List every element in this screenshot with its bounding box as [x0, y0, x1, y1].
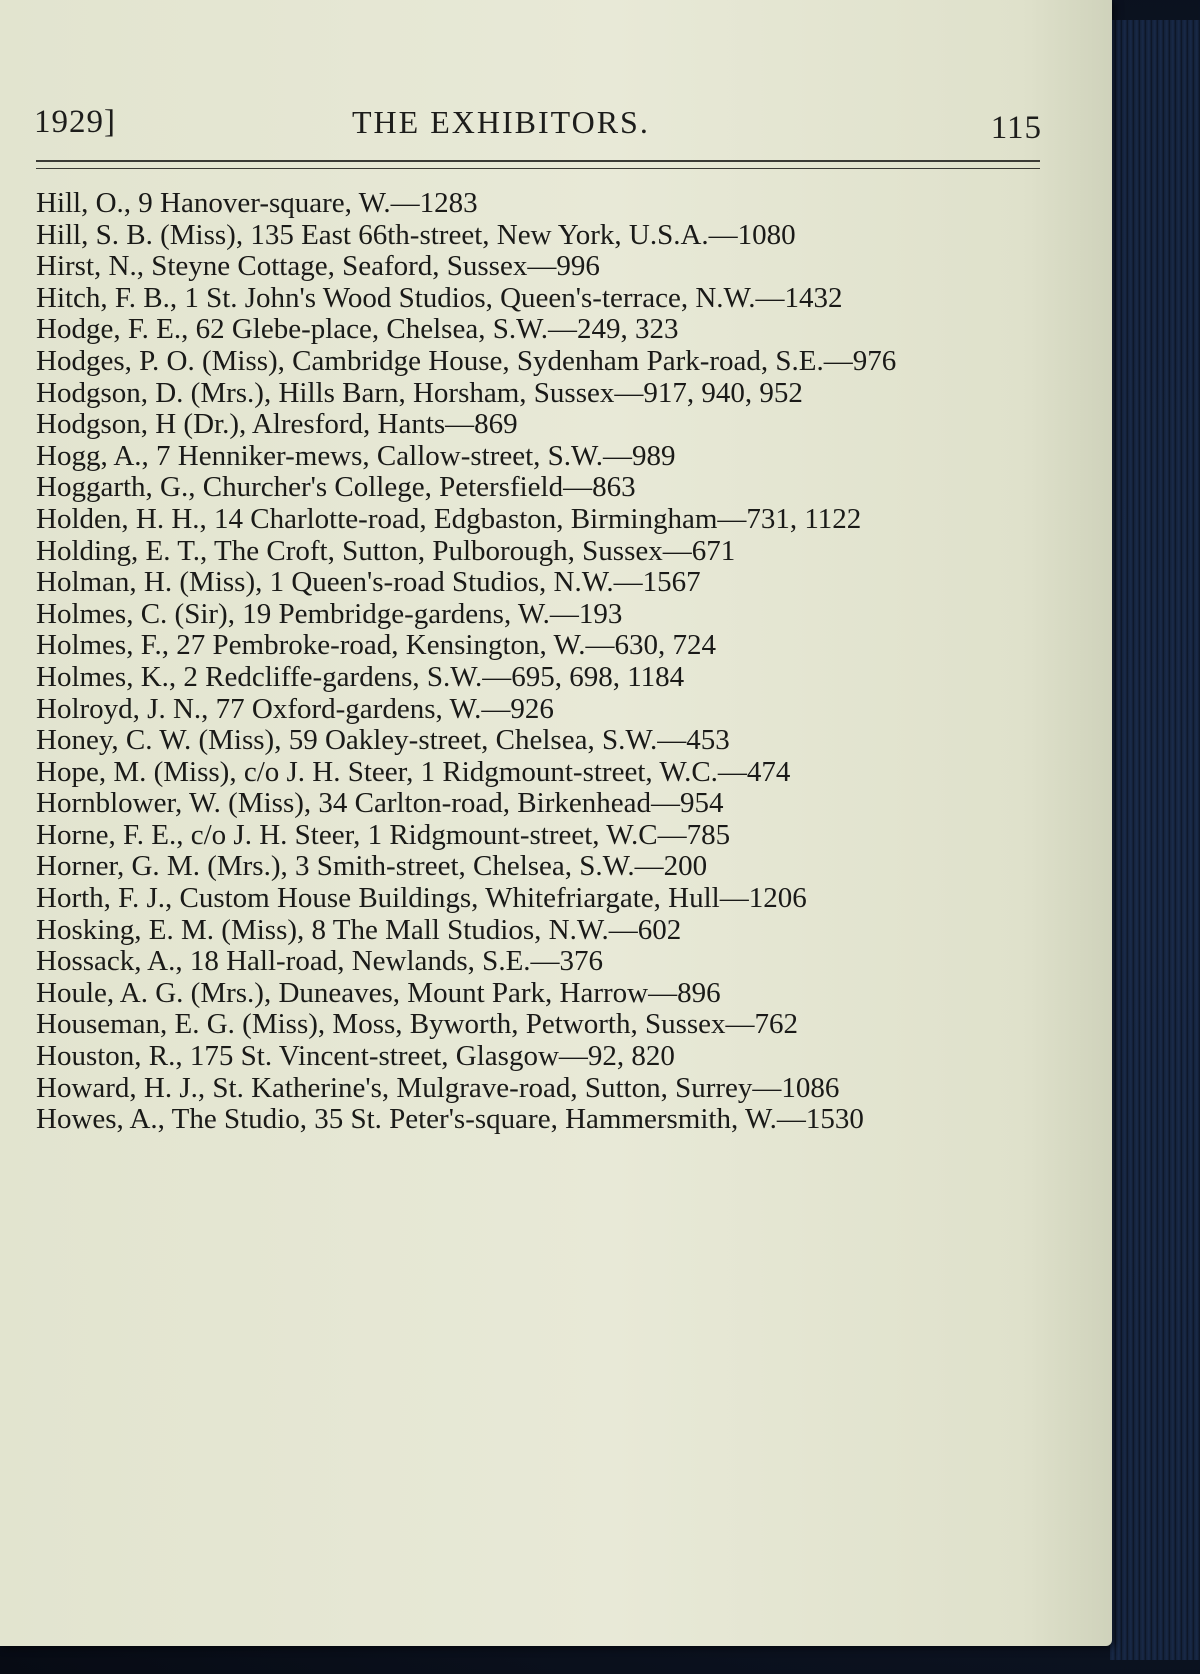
exhibitor-entry: [36, 409, 1040, 441]
exhibitor-entry-text: Hill, S. B. (Miss), 135 East 66th-street, New York, U.S.A.—1080: [36, 218, 796, 251]
exhibitor-entry-text: Howard, H. J., St. Katherine's, Mulgrave-road, Sutton, Surrey—1086: [36, 1071, 840, 1104]
exhibitor-entry: [36, 599, 1040, 631]
exhibitor-entry-text: Hirst, N., Steyne Cottage, Seaford, Sussex—996: [36, 250, 600, 283]
exhibitor-entry-text: Hossack, A., 18 Hall-road, Newlands, S.E.—376: [36, 945, 604, 978]
exhibitor-entry-text: Hodgson, H (Dr.), Alresford, Hants—869: [36, 408, 518, 441]
exhibitor-entry: [36, 441, 1040, 473]
header-rule-thin: [36, 168, 1040, 169]
exhibitor-entry-text: Hodgson, D. (Mrs.), Hills Barn, Horsham, Sussex—917, 940, 952: [36, 376, 803, 409]
exhibitor-entry: [36, 1009, 1040, 1041]
exhibitor-entry: [36, 188, 1040, 220]
exhibitor-entry: [36, 251, 1040, 283]
exhibitor-entry: [36, 346, 1040, 378]
exhibitor-entry: [36, 630, 1040, 662]
exhibitor-entry: [36, 662, 1040, 694]
running-header: [34, 104, 1042, 148]
exhibitor-entry-text: Hornblower, W. (Miss), 34 Carlton-road, Birkenhead—954: [36, 787, 724, 820]
exhibitor-entry-text: Holmes, F., 27 Pembroke-road, Kensington, W.—630, 724: [36, 629, 716, 662]
exhibitor-list: [36, 188, 1040, 1136]
exhibitor-entry-text: Hodge, F. E., 62 Glebe-place, Chelsea, S.W.—249, 323: [36, 313, 679, 346]
exhibitor-entry-text: Holroyd, J. N., 77 Oxford-gardens, W.—926: [36, 692, 554, 725]
exhibitor-entry: [36, 946, 1040, 978]
exhibitor-entry: [36, 820, 1040, 852]
exhibitor-entry: [36, 504, 1040, 536]
exhibitor-entry: [36, 567, 1040, 599]
exhibitor-entry: [36, 472, 1040, 504]
exhibitor-entry: [36, 378, 1040, 410]
exhibitor-entry-text: Hope, M. (Miss), c/o J. H. Steer, 1 Ridgmount-street, W.C.—474: [36, 755, 791, 788]
exhibitor-entry-text: Horner, G. M. (Mrs.), 3 Smith-street, Chelsea, S.W.—200: [36, 850, 708, 883]
exhibitor-entry: [36, 1073, 1040, 1105]
exhibitor-entry-text: Holmes, K., 2 Redcliffe-gardens, S.W.—695, 698, 1184: [36, 660, 685, 693]
exhibitor-entry-text: Horne, F. E., c/o J. H. Steer, 1 Ridgmount-street, W.C—785: [36, 818, 731, 851]
exhibitor-entry-text: Horth, F. J., Custom House Buildings, Whitefriargate, Hull—1206: [36, 882, 807, 915]
exhibitor-entry: [36, 978, 1040, 1010]
exhibitor-entry: [36, 694, 1040, 726]
exhibitor-entry: [36, 1104, 1040, 1136]
exhibitor-entry-text: Houston, R., 175 St. Vincent-street, Glasgow—92, 820: [36, 1040, 675, 1073]
exhibitor-entry-text: Hill, O., 9 Hanover-square, W.—1283: [36, 187, 478, 219]
exhibitor-entry-text: Holden, H. H., 14 Charlotte-road, Edgbaston, Birmingham—731, 1122: [36, 502, 862, 535]
exhibitor-entry: [36, 757, 1040, 789]
exhibitor-entry-text: Holmes, C. (Sir), 19 Pembridge-gardens, W.—193: [36, 597, 623, 630]
header-year: 1929]: [34, 104, 116, 140]
exhibitor-entry-text: Holding, E. T., The Croft, Sutton, Pulborough, Sussex—671: [36, 534, 736, 567]
exhibitor-entry: [36, 725, 1040, 757]
exhibitor-entry-text: Holman, H. (Miss), 1 Queen's-road Studios, N.W.—1567: [36, 566, 701, 599]
exhibitor-entry: [36, 883, 1040, 915]
header-title: THE EXHIBITORS.: [352, 104, 650, 140]
exhibitor-entry: [36, 788, 1040, 820]
exhibitor-entry-text: Hosking, E. M. (Miss), 8 The Mall Studios, N.W.—602: [36, 913, 682, 946]
exhibitor-entry: [36, 283, 1040, 315]
exhibitor-entry: [36, 915, 1040, 947]
exhibitor-entry: [36, 220, 1040, 252]
page-number: 115: [990, 110, 1042, 146]
exhibitor-entry-text: Hogg, A., 7 Henniker-mews, Callow-street, S.W.—989: [36, 439, 676, 472]
exhibitor-entry: [36, 314, 1040, 346]
exhibitor-entry: [36, 1041, 1040, 1073]
exhibitor-entry-text: Houle, A. G. (Mrs.), Duneaves, Mount Park, Harrow—896: [36, 976, 721, 1009]
exhibitor-entry: [36, 851, 1040, 883]
book-cover-edge: [1110, 20, 1200, 1660]
exhibitor-entry-text: Houseman, E. G. (Miss), Moss, Byworth, Petworth, Sussex—762: [36, 1008, 799, 1041]
exhibitor-entry: [36, 536, 1040, 568]
exhibitor-entry-text: Hoggarth, G., Churcher's College, Petersfield—863: [36, 471, 636, 504]
exhibitor-entry-text: Hitch, F. B., 1 St. John's Wood Studios, Queen's-terrace, N.W.—1432: [36, 281, 843, 314]
exhibitor-entry-text: Howes, A., The Studio, 35 St. Peter's-square, Hammersmith, W.—1530: [36, 1103, 864, 1136]
header-rule-thick: [36, 160, 1040, 162]
exhibitor-entry-text: Honey, C. W. (Miss), 59 Oakley-street, Chelsea, S.W.—453: [36, 724, 730, 757]
exhibitor-entry-text: Hodges, P. O. (Miss), Cambridge House, Sydenham Park-road, S.E.—976: [36, 344, 897, 377]
